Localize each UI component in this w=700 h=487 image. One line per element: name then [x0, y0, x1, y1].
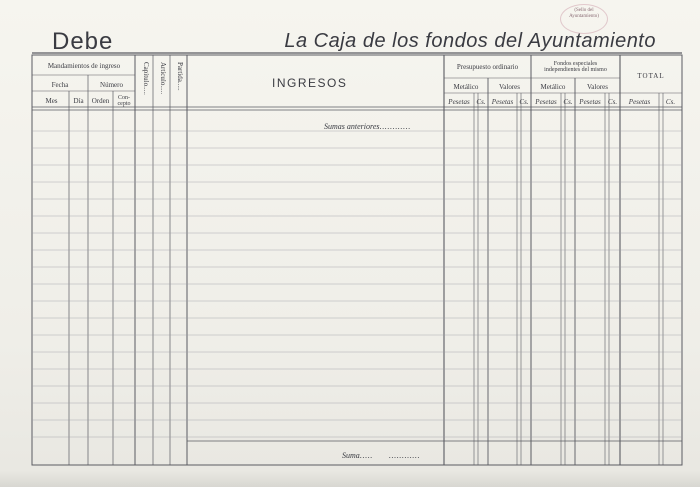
ledger-frame: [32, 55, 682, 465]
col-concepto-2: cepto: [117, 101, 131, 107]
col-fondos-1: Fondos especiales: [553, 61, 598, 67]
col-pesetas-2: Pesetas: [491, 98, 514, 106]
sumas-anteriores-label: Sumas anteriores: [324, 122, 380, 131]
page-title-debe: Debe: [52, 28, 114, 55]
col-orden: Orden: [91, 97, 110, 105]
col-fondos-2: independientes del mismo: [544, 67, 607, 73]
col-cs-3: Cs.: [563, 98, 573, 106]
col-pesetas-1: Pesetas: [448, 98, 470, 106]
col-pesetas-total: Pesetas: [628, 98, 651, 106]
col-cs-4: Cs.: [607, 98, 618, 106]
page-title-caja: La Caja de los fondos del Ayuntamiento: [284, 30, 656, 52]
col-dia: Día: [73, 97, 84, 105]
col-pesetas-3: Pesetas: [535, 98, 557, 106]
col-metalico-2: Metálico: [540, 83, 566, 91]
col-cs-2: Cs.: [519, 98, 529, 106]
sumas-anteriores-dots: ............: [379, 122, 411, 131]
col-mes: Mes: [45, 97, 58, 105]
suma-dots-2: ............: [388, 451, 420, 460]
col-numero: Número: [100, 81, 123, 89]
stamp-line-1: (Sello del: [574, 8, 594, 13]
col-metalico-1: Metálico: [453, 83, 479, 91]
stamp-line-2: Ayuntamiento): [569, 14, 599, 19]
col-capitulo: Capítulo.....: [142, 62, 150, 95]
col-partida: Partida.....: [176, 62, 184, 91]
col-concepto-1: Con-: [118, 95, 130, 101]
col-total: TOTAL: [637, 72, 665, 80]
col-mandamientos: Mandamientos de ingreso: [47, 62, 121, 70]
col-fecha: Fecha: [51, 81, 69, 89]
col-articulo: Artículo.....: [159, 62, 167, 95]
sumas-anteriores-line: [324, 122, 411, 131]
col-ingresos: INGRESOS: [272, 76, 348, 90]
row-rules: [32, 131, 682, 437]
suma-line: [342, 451, 420, 460]
col-cs-total: Cs.: [665, 98, 676, 106]
col-valores-2: Valores: [587, 83, 608, 91]
col-pesetas-4: Pesetas: [579, 98, 601, 106]
col-valores-1: Valores: [499, 83, 520, 91]
suma-dots-1: .....: [359, 451, 373, 460]
suma-label: Suma: [342, 451, 360, 460]
col-presupuesto: Presupuesto ordinario: [456, 63, 519, 71]
col-cs-1: Cs.: [476, 98, 486, 106]
